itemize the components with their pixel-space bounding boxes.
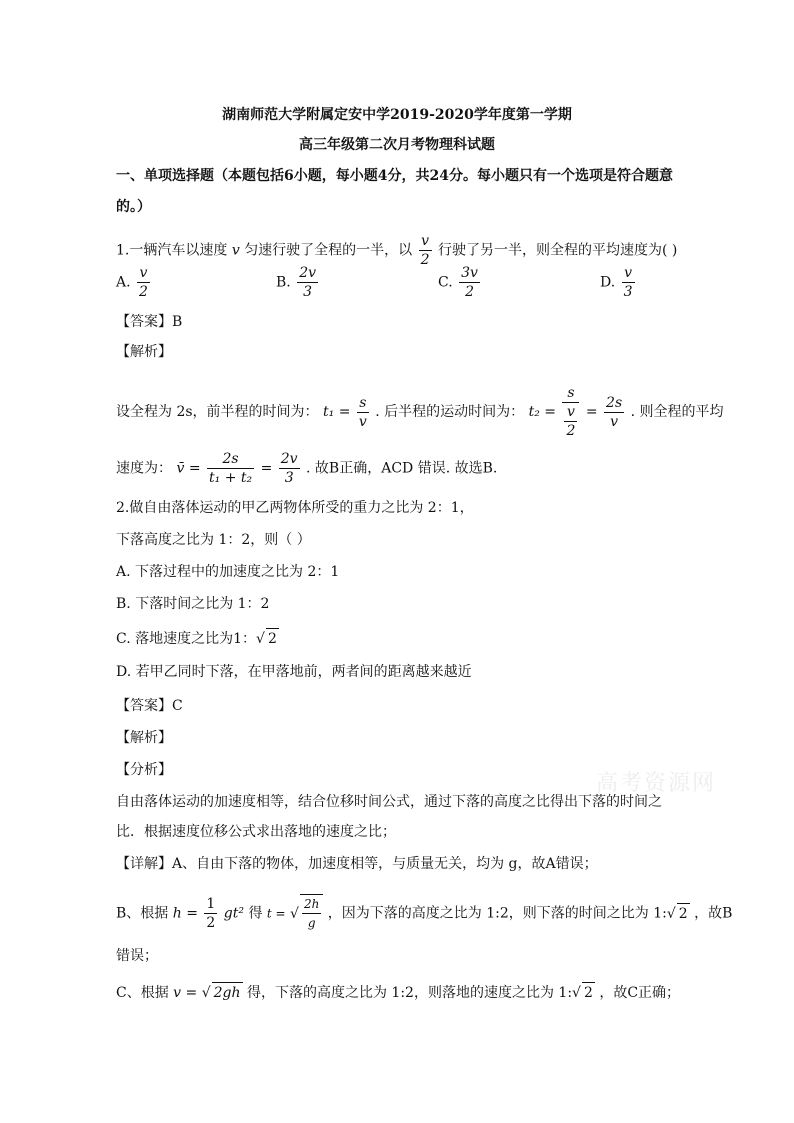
q1-text: 1.一辆汽车以速度 [116, 242, 228, 259]
q1-option-c[interactable]: C. $\frac{3v}{2}$ [438, 265, 478, 300]
question-2-stem: 2.做自由落体运动的甲乙两物体所受的重力之比为 2：1， [116, 500, 474, 516]
document-subtitle: 高三年级第二次月考物理科试题 [299, 137, 495, 153]
q1-text: 行驶了另一半，则全程的平均速度为( ) [438, 242, 678, 259]
q2-option-b[interactable]: B. 下落时间之比为 1：2 [116, 596, 270, 612]
section-heading-cont: 的。） [116, 199, 151, 215]
q1-analysis-title: 【解析】 [116, 344, 172, 360]
q1-solution-line2: 速度为： v̄ = $\frac{2s}{\text{t₁ + t₂}}$ = $\frac{2v}{3}$ . 故B正确，ACD 错误. 故选B. [116, 451, 498, 486]
q1-option-a[interactable]: A. $\frac{v}{2}$ [116, 265, 148, 300]
q2-fenxi-title: 【分析】 [116, 762, 172, 778]
q2-option-a[interactable]: A. 下落过程中的加速度之比为 2：1 [116, 564, 340, 580]
q1-fraction: $\frac{v}{2}$ [420, 233, 430, 268]
q2-detail-a: 【详解】A、自由下落的物体，加速度相等，与质量无关，均为 g，故A错误； [116, 856, 598, 872]
q2-analysis-title: 【解析】 [116, 730, 172, 746]
q2-detail-b-cont: 错误； [116, 948, 158, 964]
q2-fenxi-line2: 比．根据速度位移公式求出落地的速度之比； [116, 824, 396, 840]
q1-option-d[interactable]: D. $\frac{v}{3}$ [600, 265, 633, 300]
watermark: 高考资源网 [596, 771, 717, 796]
q2-detail-c: C、根据 v = √ 2gh 得，下落的高度之比为 1:2，则落地的速度之比为 1:√ 2 ，故C正确； [116, 982, 680, 1003]
q2-answer: 【答案】C [116, 698, 183, 714]
q2-option-d[interactable]: D. 若甲乙同时下落，在甲落地前，两者间的距离越来越近 [116, 664, 472, 680]
q1-var: v [231, 242, 240, 259]
document-title: 湖南师范大学附属定安中学2019-2020学年度第一学期 [222, 107, 572, 123]
q1-answer: 【答案】B [116, 314, 183, 330]
q2-option-c[interactable]: C. 落地速度之比为1：√ 2 [116, 628, 279, 649]
section-heading: 一、单项选择题（本题包括6小题，每小题4分，共24分。每小题只有一个选项是符合题意 [116, 168, 673, 184]
q1-text: 匀速行驶了全程的一半，以 [244, 242, 413, 259]
q2-fenxi-line1: 自由落体运动的加速度相等，结合位移时间公式，通过下落的高度之比得出下落的时间之 [116, 794, 662, 810]
q2-detail-b: B、根据 h = $\frac{1}{2}$ gt² 得 t = √ $\frac{2h}{g}$ ，因为下落的高度之比为 1:2，则下落的时间之比为 1:√ 2 ，故B [116, 896, 733, 931]
question-1-stem [116, 232, 677, 269]
question-2-stem-cont: 下落高度之比为 1：2，则（ ） [116, 532, 311, 548]
q1-solution-line1: 设全程为 2s，前半程的时间为： t₁ = $\frac{s}{v}$ . 后半程的运动时间为： t₂ = $\frac{s}{\frac{v}{2}}$ = $\frac{2s}{v}$ . 则全程的平均 [116, 385, 724, 439]
q1-option-b[interactable]: B. $\frac{2v}{3}$ [276, 265, 317, 300]
